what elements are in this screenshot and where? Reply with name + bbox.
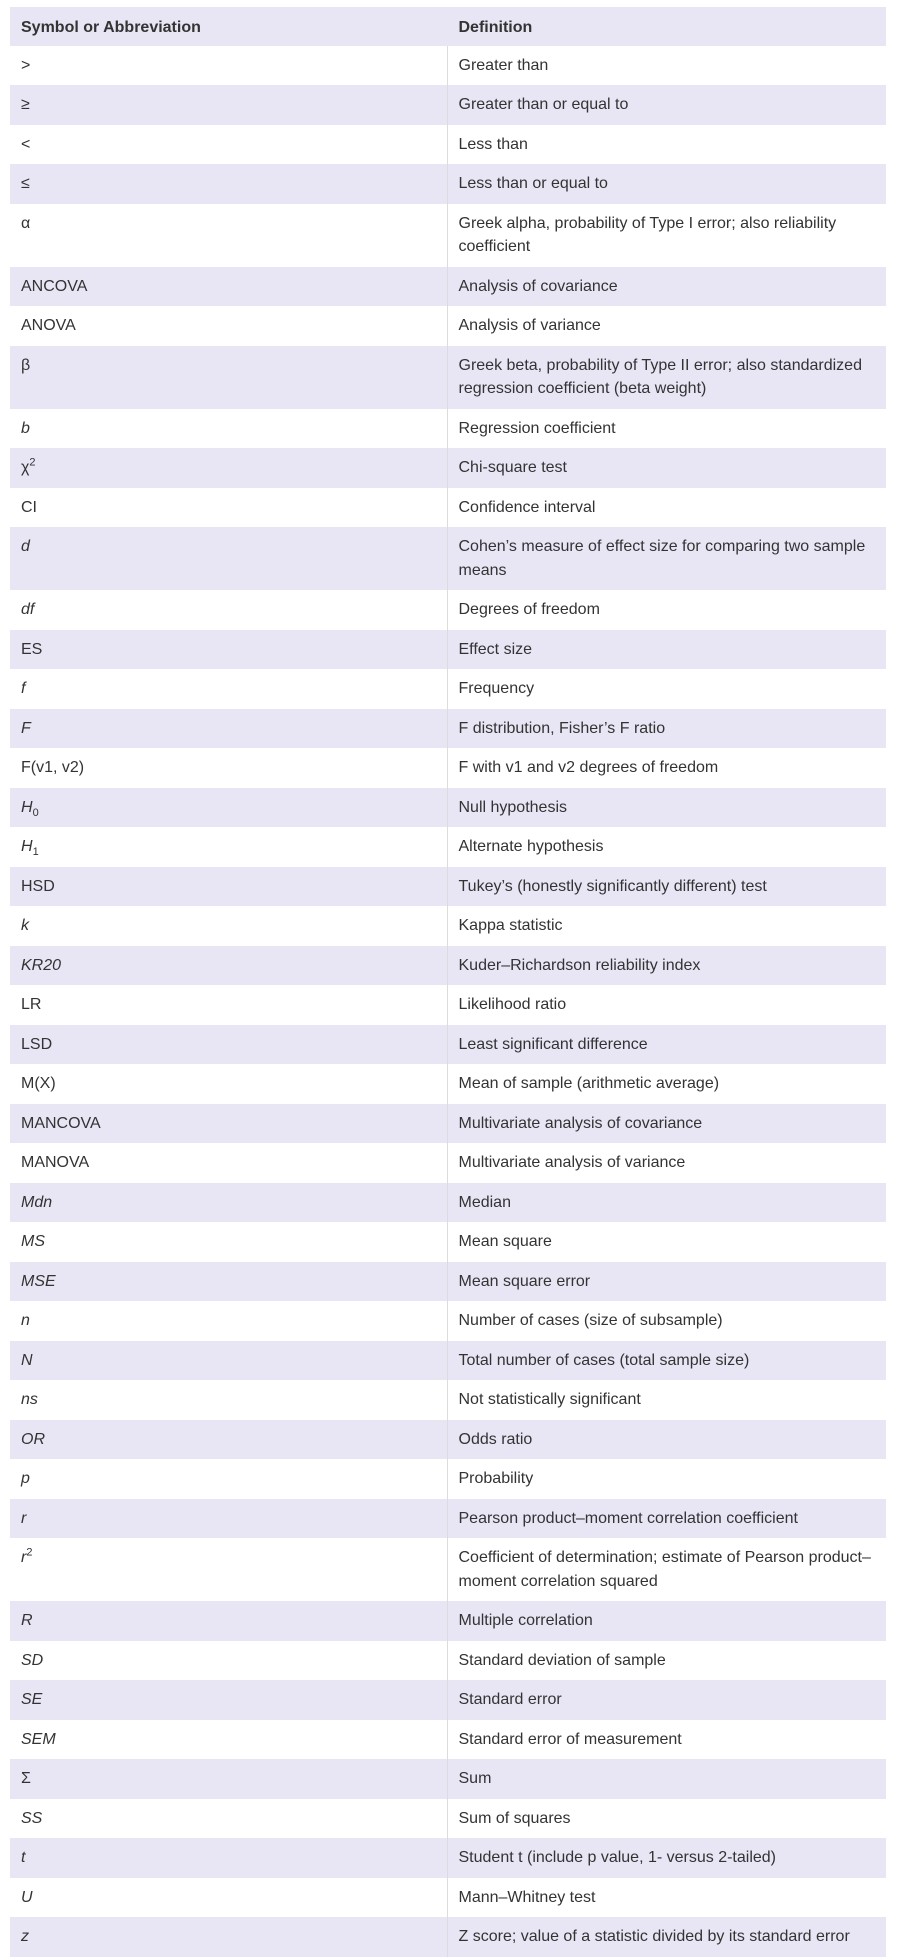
table-row [10,946,886,986]
symbol-cell [10,1301,447,1341]
symbol-cell [10,488,447,528]
table-row [10,1799,886,1839]
definition-cell: Sum of squares [447,1799,886,1839]
symbol-cell [10,1680,447,1720]
symbol-cell [10,346,447,409]
abbreviations-table [10,7,886,1957]
symbol-text: χ [21,459,30,476]
table-row [10,748,886,788]
symbol-superscript: 2 [26,1546,33,1559]
symbol-text: r [21,1509,27,1527]
symbol-cell [10,1799,447,1839]
symbol-cell [10,164,447,204]
table-row [10,906,886,946]
table-row [10,1262,886,1302]
symbol-cell [10,590,447,630]
symbol-text: df [21,601,35,618]
symbol-cell [10,1878,447,1918]
table-row [10,204,886,267]
symbol-text: H [21,798,33,816]
symbol-text: d [21,538,30,555]
symbol-text: ANOVA [21,317,76,334]
symbol-cell [10,906,447,946]
definition-cell: F with v1 and v2 degrees of freedom [447,748,886,788]
symbol-cell [10,985,447,1025]
symbol-cell [10,1143,447,1183]
table-body [10,46,886,1957]
symbol-text: MS [21,1233,45,1250]
symbol-text: r [21,1549,27,1566]
table-row [10,590,886,630]
definition-cell: Analysis of covariance [447,267,886,307]
table-row [10,1380,886,1420]
definition-cell: Coefficient of determination; estimate of Pearson product–moment correlation squared [447,1538,886,1601]
symbol-text: R [21,1612,33,1629]
definition-cell: Odds ratio [447,1420,886,1460]
symbol-text: N [21,1351,33,1369]
table-row [10,1499,886,1539]
table-row [10,448,886,488]
symbol-cell [10,204,447,267]
definition-cell: Multiple correlation [447,1601,886,1641]
table-row [10,527,886,590]
symbol-text: U [21,1888,33,1906]
definition-cell: Less than or equal to [447,164,886,204]
symbol-cell [10,867,447,907]
symbol-text: p [21,1470,30,1487]
symbol-text: F(v1, v2) [21,759,85,776]
symbol-text: ANCOVA [21,277,88,295]
table-row [10,306,886,346]
definition-cell: Standard error [447,1680,886,1720]
symbol-cell [10,1183,447,1223]
symbol-text: t [21,1849,26,1866]
definition-cell: Least significant difference [447,1025,886,1065]
symbol-text: SS [21,1809,43,1827]
definition-cell: Greater than or equal to [447,85,886,125]
symbol-text: α [21,214,31,232]
symbol-text: > [21,56,31,74]
table-row [10,1538,886,1601]
table-row [10,709,886,749]
symbol-cell [10,46,447,86]
definition-cell: Kappa statistic [447,906,886,946]
symbol-text: < [21,135,31,153]
header-definition: Definition [447,7,886,46]
table-row [10,630,886,670]
symbol-text: Mdn [21,1193,53,1211]
table-row [10,1064,886,1104]
table-header [10,7,886,46]
symbol-cell [10,1601,447,1641]
table-row [10,1183,886,1223]
symbol-cell [10,1064,447,1104]
table-row [10,985,886,1025]
symbol-cell [10,669,447,709]
table-row [10,1104,886,1144]
definition-cell: Confidence interval [447,488,886,528]
table-row [10,1341,886,1381]
symbol-text: SD [21,1651,44,1669]
symbol-cell [10,1459,447,1499]
symbol-cell [10,85,447,125]
table-row [10,788,886,828]
symbol-text: M(X) [21,1075,56,1092]
symbol-text: KR20 [21,956,62,974]
symbol-cell [10,1641,447,1681]
symbol-cell [10,1341,447,1381]
symbol-cell [10,946,447,986]
definition-cell: Analysis of variance [447,306,886,346]
definition-cell: Regression coefficient [447,409,886,449]
symbol-text: Σ [21,1770,31,1787]
symbol-text: MSE [21,1272,56,1290]
symbol-text: F [21,719,31,737]
symbol-cell [10,1025,447,1065]
symbol-text: OR [21,1430,45,1448]
table-row [10,1301,886,1341]
definition-cell: Median [447,1183,886,1223]
symbol-cell [10,1759,447,1799]
symbol-text: β [21,356,31,374]
definition-cell: Probability [447,1459,886,1499]
definition-cell: Z score; value of a statistic divided by its standard error [447,1917,886,1957]
table-row [10,867,886,907]
symbol-cell [10,1420,447,1460]
symbol-cell [10,409,447,449]
table-row [10,1759,886,1799]
symbol-cell [10,448,447,488]
table-row [10,1720,886,1760]
symbol-text: ES [21,640,43,658]
symbol-text: n [21,1312,30,1329]
symbol-cell [10,1222,447,1262]
symbol-text: MANCOVA [21,1114,101,1132]
definition-cell: Degrees of freedom [447,590,886,630]
definition-cell: Greater than [447,46,886,86]
definition-cell: Less than [447,125,886,165]
definition-cell: Kuder–Richardson reliability index [447,946,886,986]
table-row [10,1917,886,1957]
symbol-cell [10,1499,447,1539]
symbol-text: b [21,419,30,437]
symbol-text: z [21,1928,29,1945]
symbol-cell [10,527,447,590]
symbol-text: ≥ [21,96,30,113]
definition-cell: Standard error of measurement [447,1720,886,1760]
symbol-cell [10,709,447,749]
definition-cell: Sum [447,1759,886,1799]
table-row [10,827,886,867]
definition-cell: Mean square error [447,1262,886,1302]
definition-cell: Mean of sample (arithmetic average) [447,1064,886,1104]
symbol-cell [10,1838,447,1878]
symbol-text: k [21,917,29,934]
definition-cell: Multivariate analysis of variance [447,1143,886,1183]
definition-cell: Chi-square test [447,448,886,488]
table-row [10,1878,886,1918]
header-symbol: Symbol or Abbreviation [10,7,447,46]
symbol-text: ns [21,1391,38,1408]
table-row [10,409,886,449]
definition-cell: Total number of cases (total sample size) [447,1341,886,1381]
symbol-cell [10,827,447,867]
definition-cell: Greek beta, probability of Type II error; also standardized regression coefficient (beta weight) [447,346,886,409]
symbol-subscript: 0 [32,806,39,819]
table-row [10,1680,886,1720]
definition-cell: Number of cases (size of subsample) [447,1301,886,1341]
symbol-text: MANOVA [21,1154,90,1171]
table-row [10,46,886,86]
table-row [10,1420,886,1460]
definition-cell: Likelihood ratio [447,985,886,1025]
definition-cell: Effect size [447,630,886,670]
symbol-cell [10,125,447,165]
symbol-cell [10,788,447,828]
definition-cell: Greek alpha, probability of Type I error; also reliability coefficient [447,204,886,267]
header-row [10,7,886,46]
symbol-cell [10,267,447,307]
symbol-superscript: 2 [29,456,36,469]
symbol-text: f [21,680,26,697]
table-row [10,488,886,528]
table-row [10,1838,886,1878]
definition-cell: Tukey’s (honestly significantly different) test [447,867,886,907]
symbol-cell [10,748,447,788]
table-row [10,1143,886,1183]
definition-cell: Multivariate analysis of covariance [447,1104,886,1144]
symbol-text: SE [21,1691,43,1708]
symbol-text: H [21,838,33,855]
symbol-text: SEM [21,1730,56,1748]
definition-cell: Student t (include p value, 1- versus 2-tailed) [447,1838,886,1878]
symbol-cell [10,1380,447,1420]
symbol-text: HSD [21,877,55,895]
symbol-subscript: 1 [32,846,39,859]
definition-cell: F distribution, Fisher’s F ratio [447,709,886,749]
table-row [10,1601,886,1641]
symbol-cell [10,306,447,346]
definition-cell: Null hypothesis [447,788,886,828]
symbol-cell [10,1720,447,1760]
table-row [10,164,886,204]
symbol-text: LSD [21,1035,53,1053]
symbol-cell [10,1262,447,1302]
definition-cell: Alternate hypothesis [447,827,886,867]
table-row [10,85,886,125]
table-row [10,669,886,709]
table-row [10,1459,886,1499]
symbol-text: ≤ [21,175,30,192]
symbol-cell [10,630,447,670]
table-row [10,125,886,165]
definition-cell: Mann–Whitney test [447,1878,886,1918]
definition-cell: Pearson product–moment correlation coefficient [447,1499,886,1539]
definition-cell: Standard deviation of sample [447,1641,886,1681]
symbol-cell [10,1917,447,1957]
symbol-cell [10,1104,447,1144]
definition-cell: Not statistically significant [447,1380,886,1420]
table-row [10,1025,886,1065]
table-row [10,346,886,409]
symbol-text: CI [21,498,37,516]
definition-cell: Frequency [447,669,886,709]
symbol-text: LR [21,996,42,1013]
symbol-cell [10,1538,447,1601]
table-row [10,1222,886,1262]
definition-cell: Mean square [447,1222,886,1262]
table-row [10,1641,886,1681]
definition-cell: Cohen’s measure of effect size for comparing two sample means [447,527,886,590]
table-row [10,267,886,307]
